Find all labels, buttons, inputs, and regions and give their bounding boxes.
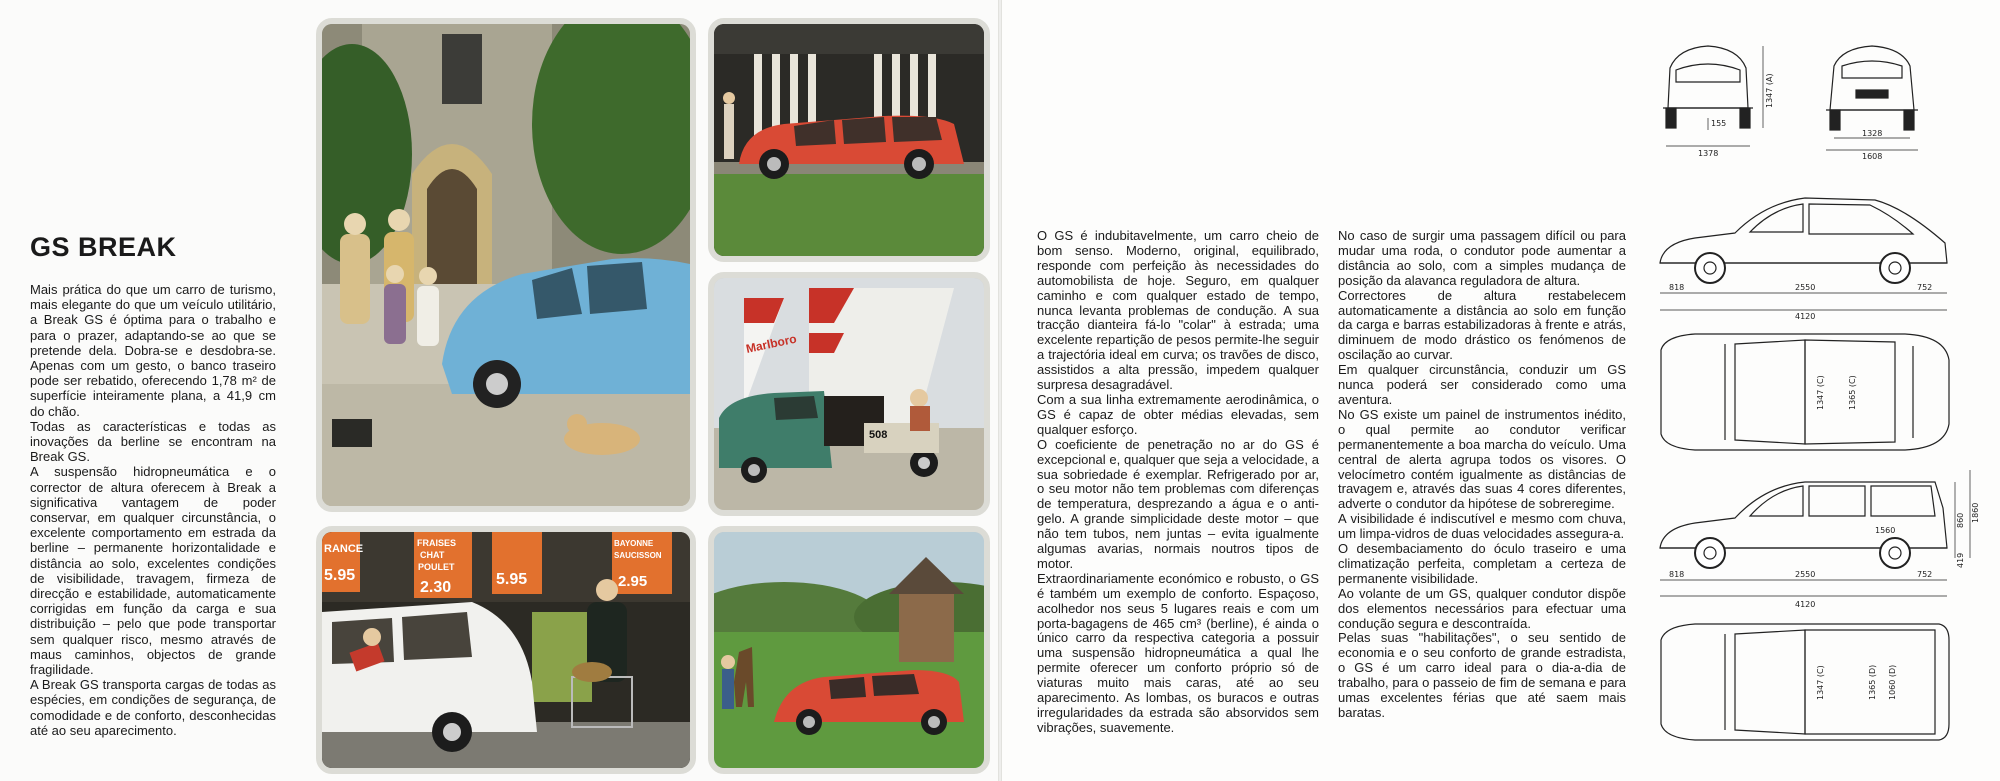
body-paragraph: O desembaciamento do óculo traseiro e uma climatização perfeita, completam a certeza de permanente visibilidade. <box>1338 541 1626 586</box>
market-sign-text: CHAT <box>420 550 445 560</box>
market-sign-text: 5.95 <box>324 567 356 584</box>
left-page <box>0 0 998 781</box>
photo-white-break-market <box>316 526 696 774</box>
dim-floor-height: 860 <box>1956 512 1965 528</box>
text-column-a <box>1037 229 1319 736</box>
dim-front-height: 1347 (A) <box>1765 73 1774 108</box>
market-sign-text: BAYONNE <box>614 539 654 548</box>
intro-paragraph: A suspensão hidropneumática e o corrector de altura oferecem à Break a significativa vantagem de poder conservar, em qualquer circunstância, o excelente comportamento em estrada da berline – permanente horizontalidade e distância ao solo, excelentes condições de visibilidade, travagem, firmeza de direcção e estabilidade, automaticamente corrigidas em função da carga e sua distribuição – pelo que pode transportar sem qualquer risco, mesmo através de maus caminhos, objectos de grande fragilidade. <box>30 464 276 678</box>
car-side-drawing <box>1655 188 1955 322</box>
market-sign-text: RANCE <box>324 543 364 555</box>
dim-top-w2: 1365 (C) <box>1848 375 1857 410</box>
market-sign-text: 5.95 <box>496 571 528 588</box>
body-paragraph: A visibilidade é indiscutível e mesmo com chuva, um limpa-vidros de duas velocidades assegura-a. <box>1338 511 1626 542</box>
dim-rear-overhang: 752 <box>1917 570 1933 579</box>
photo-red-break-horse <box>708 526 990 774</box>
dim-wheelbase: 2550 <box>1795 570 1816 579</box>
dim-top-w1: 1347 (C) <box>1816 665 1825 700</box>
body-paragraph: Correctores de altura restabelecem automaticamente a distância ao solo em função da carga e barras estabilizadoras à frente e atrás, diminuem de modo drástico os fenómenos de oscilação ao curvar. <box>1338 287 1626 363</box>
right-page <box>1002 0 2000 781</box>
page-title: GS BREAK <box>30 232 177 262</box>
intro-paragraph: A Break GS transporta cargas de todas as espécies, em condições de segurança, de comodidade e de conforto, desconhecidas até ao seu aparecimento. <box>30 677 276 738</box>
intro-paragraph: Todas as características e todas as inovações da berline se encontram na Break GS. <box>30 418 276 465</box>
dim-wheelbase: 2550 <box>1795 283 1816 292</box>
body-paragraph: Ao volante de um GS, qualquer condutor dispõe dos elementos necessários para efectuar uma condução segura e descontraída. <box>1338 585 1626 631</box>
sail-logo-text: Marlboro <box>744 331 798 356</box>
car-top-drawing <box>1655 620 1955 744</box>
dim-top-w1: 1347 (C) <box>1816 375 1825 410</box>
body-paragraph: Pelas suas "habilitações", o seu sentido de economia e o seu conforto de grande estradista, o GS é um carro ideal para o dia-a-dia de trabalho, para o passeio de fim de semana e para umas excelentes férias que até saem mais baratas. <box>1338 630 1626 720</box>
body-paragraph: Em qualquer circunstância, conduzir um GS nunca poderá ser considerado como uma aventura. <box>1338 362 1626 407</box>
market-sign-text: 2.30 <box>420 579 452 596</box>
dim-top-w3: 1060 (D) <box>1888 664 1897 700</box>
dim-length: 4120 <box>1795 312 1816 321</box>
dim-total-height: 1860 <box>1971 502 1980 523</box>
car-side-drawing <box>1655 468 1985 612</box>
boat-number-text: 508 <box>869 429 888 441</box>
market-sign-text: 2.95 <box>618 573 648 590</box>
dim-clearance: 155 <box>1711 119 1727 128</box>
body-paragraph: No GS existe um painel de instrumentos inédito, o qual permite ao condutor verificar permanentemente a boa marcha do veículo. Uma central de alerta agrupa todos os visores. O velocímetro contém igualmente as distâncias de travagem e, através das suas 4 cores diferentes, adverte o condutor da hipótese de sobreregime. <box>1338 406 1626 512</box>
photo-family-blue-gs <box>316 18 696 512</box>
intro-text-column <box>30 282 276 738</box>
market-sign-text: SAUCISSON <box>614 551 662 560</box>
car-rear-drawing <box>1822 38 1942 160</box>
photo-red-break-stables <box>708 18 990 262</box>
body-paragraph: Extraordinariamente económico e robusto, o GS é também um exemplo de conforto. Espaçoso, acolhedor nos seus 5 lugares reais e com um porta-bagagens de 465 cm³ (berline), é ainda o único carro da respectiva categoria a possuir uma suspensão hidropneumática a qual lhe permite oferecer um conforto próprio só de viaturas muito mais caras, até ao seu aparecimento. As lombas, os buracos e outras irregularidades da estrada são absorvidos sem vibrações, suavemente. <box>1037 570 1319 735</box>
body-paragraph: O coeficiente de penetração no ar do GS é excepcional e, qualquer que seja a velocidade, a sua sobriedade é exemplar. Refrigerado por ar, o seu motor não tem problemas com diferenças de temperatura, desprezando a água e o anti-gelo. A grande simplicidade deste motor – que não tem tubos, nem juntas – evita igualmente algumas avarias, normais noutros tipos de motor. <box>1037 436 1319 571</box>
body-paragraph: O GS é indubitavelmente, um carro cheio de bom senso. Moderno, original, equilibrado, responde com perfeição às necessidades do automobilista de hoje. Seguro, em qualquer caminho e com qualquer estado de tempo, nunca levanta problemas de condução. A sua tracção dianteira fá-lo "colar" à estrada; uma excelente repartição de pesos permite-lhe seguir a trajectória ideal em curva; os travões de disco, assistidos a alta pressão, impedem qualquer surpresa desagradável. <box>1037 228 1319 393</box>
body-paragraph: No caso de surgir uma passagem difícil ou para mudar uma roda, o condutor pode aumentar a distância ao solo, com a simples mudança de posição da alavanca reguladora de altura. <box>1338 228 1626 288</box>
dim-sill-height: 419 <box>1956 552 1965 568</box>
car-front-drawing <box>1658 38 1778 160</box>
dim-top-w2: 1365 (D) <box>1868 664 1877 700</box>
dim-load-height: 1560 <box>1875 526 1896 535</box>
dim-length: 4120 <box>1795 600 1816 609</box>
body-paragraph: Com a sua linha extremamente aerodinâmica, o GS é capaz de obter médias elevadas, sem qualquer esforço. <box>1037 391 1319 437</box>
market-sign-text: FRAISES <box>417 538 457 548</box>
dim-rear-track: 1328 <box>1862 129 1883 138</box>
dim-front-track: 1378 <box>1698 149 1719 158</box>
dim-front-overhang: 818 <box>1669 283 1685 292</box>
market-sign-text: POULET <box>418 562 455 572</box>
car-top-drawing <box>1655 330 1955 454</box>
dim-rear-width: 1608 <box>1862 152 1883 160</box>
photo-green-break-sailboat <box>708 272 990 516</box>
text-column-b <box>1338 229 1626 721</box>
dim-front-overhang: 818 <box>1669 570 1685 579</box>
dim-rear-overhang: 752 <box>1917 283 1933 292</box>
intro-paragraph: Mais prática do que um carro de turismo, mais elegante do que um veículo utilitário, a Break GS é óptima para o trabalho e para o prazer, adaptando-se ao que se pretende dela. Dobra-se e desdobra-se. Apenas com um gesto, o banco traseiro pode ser rebatido, oferecendo 1,78 m² de superfície inteiramente plana, a 41,9 cm do chão. <box>30 282 276 419</box>
